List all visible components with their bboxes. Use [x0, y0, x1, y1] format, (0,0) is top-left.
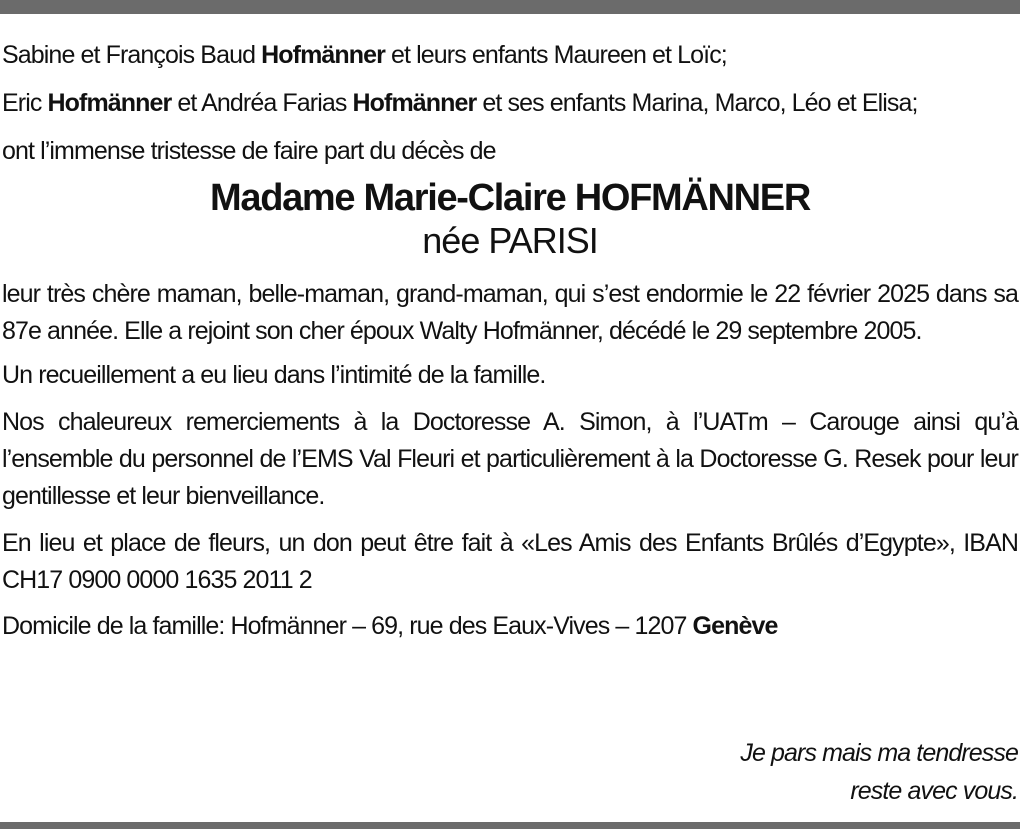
donation-paragraph: En lieu et place de fleurs, un don peut être fait à «Les Amis des Enfants Brûlés d’Egypte», IBAN CH17 0900 0000 1635 2011 2	[2, 529, 1018, 594]
bottom-border-rule	[0, 822, 1020, 829]
family-address-city: Genève	[692, 612, 778, 640]
top-border-rule	[0, 0, 1020, 14]
family-line-2-middle: et Andréa Farias	[171, 89, 353, 117]
family-line-2-text: Eric	[2, 89, 48, 117]
family-address-text: Domicile de la famille: Hofmänner – 69, rue des Eaux-Vives – 1207	[2, 612, 693, 640]
family-line-2-surname-2: Hofmänner	[352, 89, 477, 117]
ceremony-paragraph: Un recueillement a eu lieu dans l’intimité de la famille.	[2, 361, 546, 389]
family-line-2-rest: et ses enfants Marina, Marco, Léo et Elisa;	[476, 89, 918, 117]
closing-quote-line-2: reste avec vous.	[850, 777, 1018, 805]
obituary-notice	[2, 40, 1018, 641]
family-line-1	[2, 40, 1018, 70]
family-line-1-rest: et leurs enfants Maureen et Loïc;	[385, 41, 727, 69]
closing-quote	[740, 734, 1018, 810]
closing-quote-line-1: Je pars mais ma tendresse	[740, 739, 1018, 767]
family-address	[2, 611, 1018, 641]
deceased-birth-name: née PARISI	[422, 220, 598, 261]
tribute-paragraph: leur très chère maman, belle-maman, grand-maman, qui s’est endormie le 22 février 2025 dans sa 87e année. Elle a rejoint son cher époux Walty Hofmänner, décédé le 29 septembre 2005.	[2, 280, 1018, 345]
family-line-2-surname-1: Hofmänner	[47, 89, 172, 117]
family-line-1-surname: Hofmänner	[261, 41, 385, 69]
announcement-line: ont l’immense tristesse de faire part du décès de	[2, 137, 496, 165]
thanks-paragraph: Nos chaleureux remerciements à la Doctoresse A. Simon, à l’UATm – Carouge ainsi qu’à l’ensemble du personnel de l’EMS Val Fleuri et particulièrement à la Doctoresse G. Resek pour leur gentillesse et leur bienveillance.	[2, 408, 1018, 510]
family-line-1-text: Sabine et François Baud	[2, 41, 262, 69]
family-line-2	[2, 88, 1018, 118]
deceased-name: Madame Marie-Claire HOFMÄNNER	[210, 177, 810, 219]
